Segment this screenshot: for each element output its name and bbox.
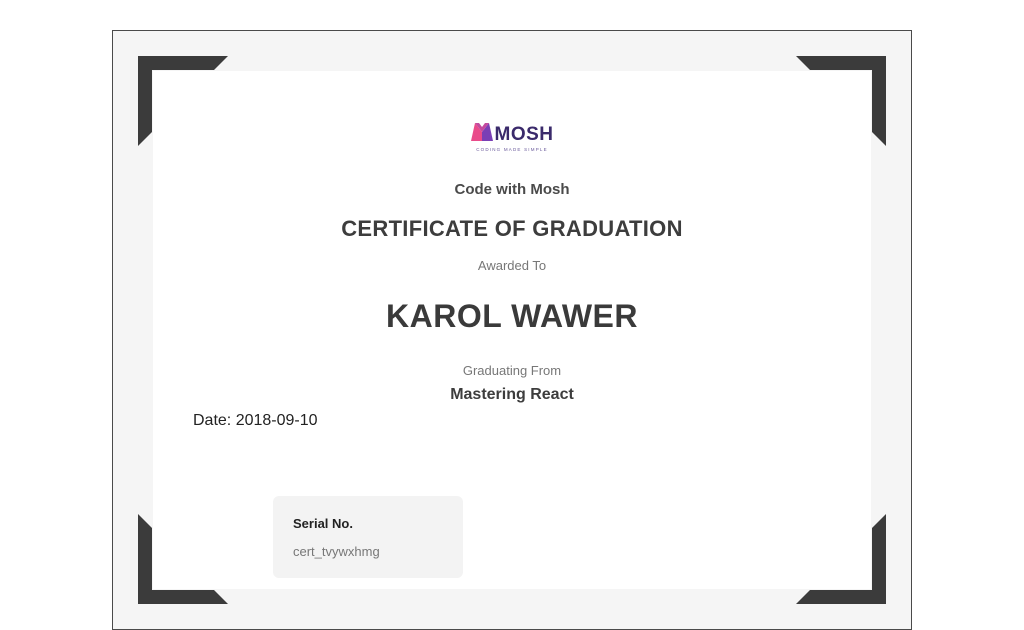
serial-number-value: cert_tvywxhmg bbox=[293, 544, 380, 559]
certificate-frame bbox=[112, 30, 912, 630]
certificate-title: CERTIFICATE OF GRADUATION bbox=[341, 216, 683, 241]
awarded-to-label: Awarded To bbox=[477, 258, 547, 273]
mosh-logo-icon bbox=[471, 123, 493, 146]
serial-number-box bbox=[273, 496, 463, 578]
graduating-from-label: Graduating From bbox=[462, 363, 562, 378]
logo bbox=[153, 123, 871, 152]
logo-tagline: CODING MADE SIMPLE bbox=[476, 147, 548, 152]
school-name: Code with Mosh bbox=[454, 181, 570, 198]
logo-wordmark: MOSH bbox=[494, 123, 554, 145]
recipient-name: KAROL WAWER bbox=[385, 298, 638, 334]
course-name: Mastering React bbox=[450, 386, 574, 403]
serial-number-label: Serial No. bbox=[293, 516, 353, 531]
certificate-body bbox=[153, 71, 871, 589]
graduation-date: Date: 2018-09-10 bbox=[193, 412, 318, 429]
